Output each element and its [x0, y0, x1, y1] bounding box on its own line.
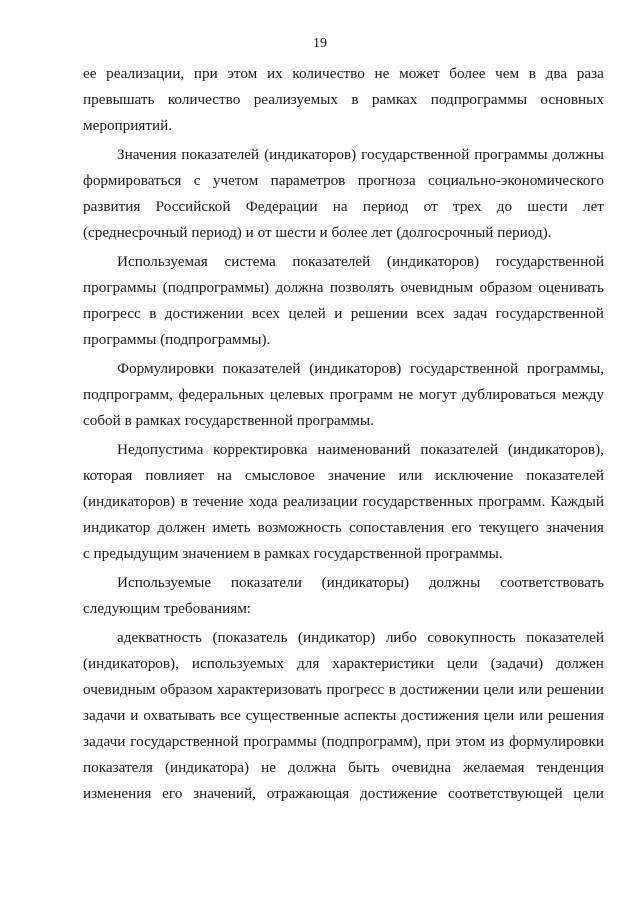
word: и [130, 707, 139, 724]
word: превышать [83, 91, 155, 108]
text-line [83, 91, 604, 109]
word: Российской [155, 198, 231, 215]
word: показателя [83, 759, 153, 776]
word: социально-экономического [428, 172, 604, 189]
text-line [83, 493, 604, 511]
word: (подпрограммы) [162, 279, 270, 296]
word: при [426, 733, 451, 750]
word: быть [348, 759, 380, 776]
word: между [561, 386, 604, 403]
text-line [83, 305, 604, 323]
text-line [117, 441, 604, 459]
word: либо [385, 629, 417, 646]
word: государственной [495, 253, 604, 270]
word: программы [243, 733, 317, 750]
word: для [297, 655, 320, 672]
word: этом [455, 733, 486, 750]
text-line [83, 198, 604, 216]
word: программ. [478, 493, 546, 510]
word: чем [495, 65, 520, 82]
word: (подпрограмм), [321, 733, 422, 750]
word: подпрограммы [430, 91, 528, 108]
text-line: собой в рамках государственной программы. [83, 412, 374, 429]
word: в [149, 305, 157, 322]
word: прогноза [357, 172, 416, 189]
word: в [388, 681, 396, 698]
word: государственной [130, 733, 239, 750]
word: используемых [191, 655, 285, 672]
word: изменения [83, 785, 152, 802]
word: образом [479, 279, 532, 296]
text-line: с предыдущим значением в рамках государственной программы. [83, 545, 503, 562]
word: хода [248, 493, 278, 510]
word: программы [474, 146, 548, 163]
word: должна [275, 279, 324, 296]
word: все [220, 707, 241, 724]
word: повлияет [145, 467, 205, 484]
text-line [117, 146, 604, 164]
word: показатели [230, 574, 302, 591]
word: или [519, 707, 544, 724]
word: этом [227, 65, 258, 82]
word: цели [483, 707, 515, 724]
word: показателей [526, 629, 604, 646]
word: на [332, 198, 348, 215]
word: его [162, 785, 183, 802]
text-line [83, 467, 604, 485]
word: адекватность [117, 629, 202, 646]
word: (индикаторов) [386, 253, 480, 270]
word: значений, [193, 785, 256, 802]
word: сопоставления [349, 519, 445, 536]
word: Используемая [117, 253, 208, 270]
word: должны [428, 574, 481, 591]
word: прогресс [326, 681, 385, 698]
word: целей [288, 305, 326, 322]
word: тенденция [536, 759, 604, 776]
word: в [180, 493, 188, 510]
word: образом [160, 681, 213, 698]
word: рамках [371, 91, 418, 108]
word: должен [556, 655, 604, 672]
word: показателей [181, 146, 260, 163]
text-line [117, 253, 604, 271]
word: задачи [83, 733, 126, 750]
text-line: (среднесрочный период) и от шести и более лет (долгосрочный период). [83, 224, 552, 241]
text-line: мероприятий. [83, 117, 173, 134]
text-line [83, 519, 604, 537]
word: система [224, 253, 276, 270]
word: целевых [269, 386, 325, 403]
word: может [399, 65, 440, 82]
word: аспекты [344, 707, 397, 724]
word: реализуемых [253, 91, 339, 108]
word: течение [193, 493, 244, 510]
word: характеристики [332, 655, 435, 672]
word: показателей [526, 467, 604, 484]
word: решения [547, 707, 604, 724]
word: не [398, 386, 414, 403]
text-line: следующим требованиям: [83, 600, 252, 617]
word: решении [546, 681, 604, 698]
word: решении [350, 305, 408, 322]
word: соответствующей [448, 785, 563, 802]
word: (показатель [212, 629, 288, 646]
word: характеризовать [216, 681, 323, 698]
word: значения [546, 519, 604, 536]
word: (индикаторов), [83, 655, 179, 672]
word: значение [327, 467, 386, 484]
word: Значения [117, 146, 177, 163]
word: формулировки [509, 733, 604, 750]
word: не [261, 759, 276, 776]
text-line [83, 65, 604, 83]
word: цели [447, 655, 478, 672]
word: очевидным [83, 681, 156, 698]
word: ее [83, 65, 97, 82]
word: государственной [495, 305, 604, 322]
word: Каждый [550, 493, 604, 510]
word: государственной [361, 146, 470, 163]
word: более [449, 65, 486, 82]
word: развития [83, 198, 141, 215]
word: параметров [270, 172, 346, 189]
text-line [83, 172, 604, 190]
word: из [490, 733, 505, 750]
word: (индикатора) [164, 759, 250, 776]
word: реализации, [106, 65, 185, 82]
word: период [362, 198, 409, 215]
word: при [193, 65, 218, 82]
word: дублироваться [462, 386, 557, 403]
word: трех [452, 198, 482, 215]
word: соответствовать [500, 574, 604, 591]
word: цели [483, 681, 515, 698]
word: программы, [526, 360, 604, 377]
word: на [217, 467, 232, 484]
word: его [451, 519, 472, 536]
word: (индикаторы) [321, 574, 410, 591]
word: Используемые [117, 574, 212, 591]
word: (задачи) [490, 655, 544, 672]
word: основных [540, 91, 604, 108]
word: должен [157, 519, 206, 536]
word: не [374, 65, 390, 82]
word: отражающая [266, 785, 350, 802]
word: программ [329, 386, 393, 403]
text-line [117, 360, 604, 378]
word: показателей [420, 441, 499, 458]
word: количество [292, 65, 365, 82]
word: в [351, 91, 359, 108]
word: реализации [283, 493, 358, 510]
word: которая [83, 467, 133, 484]
word: два [545, 65, 568, 82]
word: подпрограмм, [83, 386, 173, 403]
word: учетом [212, 172, 259, 189]
word: могут [418, 386, 457, 403]
word: или [518, 681, 543, 698]
word: исключение [435, 467, 514, 484]
word: задачи [83, 707, 126, 724]
word: от [423, 198, 438, 215]
word: желаемая [463, 759, 525, 776]
word: совокупность [427, 629, 516, 646]
word: текущего [478, 519, 539, 536]
word: всех [416, 305, 445, 322]
word: смысловое [244, 467, 315, 484]
word: задач [452, 305, 488, 322]
text-line [83, 655, 604, 673]
word: цели [573, 785, 604, 802]
text-line [117, 574, 604, 592]
word: корректировка [213, 441, 308, 458]
word: достижение [360, 785, 438, 802]
text-line [117, 629, 604, 647]
word: (индикаторов) [264, 146, 357, 163]
word: до [496, 198, 513, 215]
word: наименований [317, 441, 411, 458]
word: шести [527, 198, 568, 215]
word: существенные [245, 707, 340, 724]
word: Формулировки [117, 360, 215, 377]
word: очевидна [391, 759, 452, 776]
word: позволять [329, 279, 395, 296]
word: и [334, 305, 343, 322]
word: или [398, 467, 423, 484]
word: достижении [164, 305, 244, 322]
word: возможность [257, 519, 342, 536]
word: должна [288, 759, 337, 776]
word: очевидным [400, 279, 474, 296]
word: программы [83, 279, 157, 296]
word: иметь [212, 519, 251, 536]
text-line [83, 733, 604, 751]
word: их [266, 65, 283, 82]
text-line [83, 759, 604, 777]
word: охватывать [143, 707, 216, 724]
word: прогресс [83, 305, 141, 322]
word: достижении [400, 681, 479, 698]
word: (индикаторов) [309, 360, 402, 377]
text-line [83, 707, 604, 725]
word: (индикаторов) [83, 493, 176, 510]
word: (индикаторов), [508, 441, 604, 458]
text-line [83, 785, 604, 803]
word: достижения [401, 707, 479, 724]
word: всех [251, 305, 281, 322]
word: Недопустима [117, 441, 204, 458]
text-line [83, 386, 604, 404]
word: должны [552, 146, 604, 163]
text-line: программы (подпрограммы). [83, 331, 271, 348]
word: формироваться [83, 172, 182, 189]
word: (индикатор) [297, 629, 376, 646]
word: количество [167, 91, 241, 108]
text-line [83, 681, 604, 699]
word: федеральных [178, 386, 265, 403]
word: показателей [292, 253, 371, 270]
word: раза [576, 65, 604, 82]
word: с [193, 172, 201, 189]
word: государственной [409, 360, 519, 377]
word: Федерации [245, 198, 318, 215]
text-line [83, 279, 604, 297]
word: индикатор [83, 519, 151, 536]
word: государственных [362, 493, 473, 510]
word: в [528, 65, 536, 82]
word: показателей [222, 360, 301, 377]
word: оценивать [538, 279, 604, 296]
word: лет [582, 198, 604, 215]
page-number: 19 [313, 36, 327, 51]
